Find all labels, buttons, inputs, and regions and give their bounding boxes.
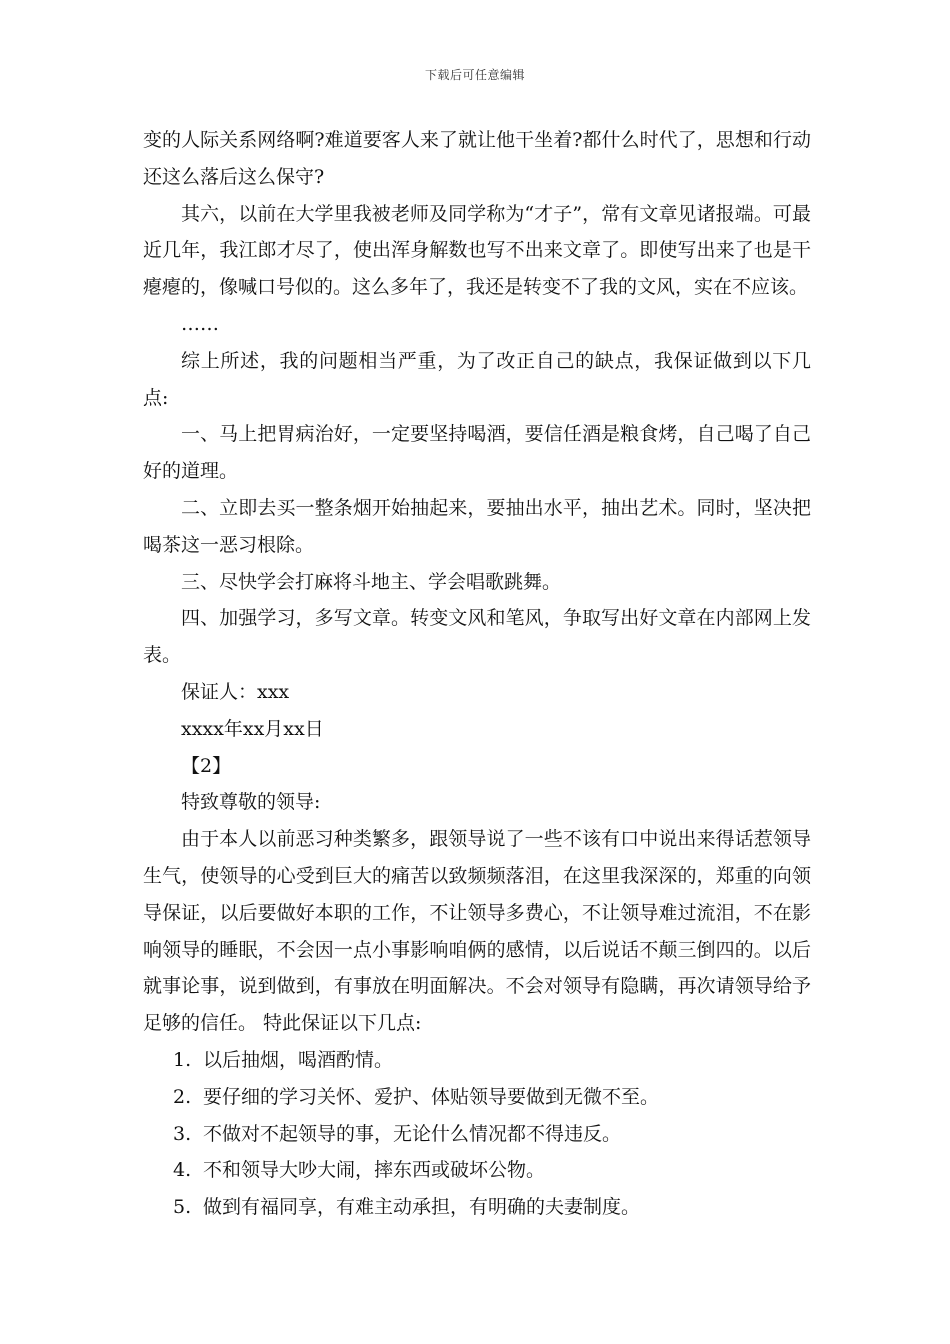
paragraph: 变的人际关系网络啊?难道要客人来了就让他干坐着?都什么时代了，思想和行动还这么落后这么保守? xyxy=(143,129,811,188)
list-text: 要仔细的学习关怀、爱护、体贴领导要做到无微不至。 xyxy=(203,1085,660,1108)
numbered-list-item xyxy=(143,1042,811,1079)
pledge-item: 四、加强学习，多写文章。转变文风和笔风，争取写出好文章在内部网上发表。 xyxy=(143,607,811,667)
list-text: 做到有福同享，有难主动承担，有明确的夫妻制度。 xyxy=(203,1196,641,1219)
page-header: 下载后可任意编辑 xyxy=(424,68,525,82)
list-number: 1. xyxy=(173,1048,192,1071)
ellipsis-line: …… xyxy=(181,312,219,335)
list-text: 不和领导大吵大闹，摔东西或破坏公物。 xyxy=(203,1159,546,1182)
list-number: 5. xyxy=(173,1196,192,1219)
signature-line: 保证人：xxx xyxy=(181,680,290,703)
document-body xyxy=(143,122,811,1226)
numbered-list-item xyxy=(143,1189,811,1226)
pledge-item: 一、马上把胃病治好，一定要坚持喝酒，要信任酒是粮食烤，自己喝了自己好的道理。 xyxy=(143,423,811,483)
list-number: 2. xyxy=(173,1085,192,1108)
list-number: 3. xyxy=(173,1122,192,1145)
list-text: 以后抽烟，喝酒酌情。 xyxy=(203,1048,394,1071)
list-text: 不做对不起领导的事，无论什么情况都不得违反。 xyxy=(203,1122,622,1145)
paragraph: 其六，以前在大学里我被老师及同学称为“才子”，常有文章见诸报端。可最近几年，我江郎才尽了，使出浑身解数也写不出来文章了。即使写出来了也是干瘪瘪的，像喊口号似的。这么多年了，我还是转变不了我的文风，实在不应该。 xyxy=(143,202,811,299)
numbered-list-item xyxy=(143,1152,811,1189)
numbered-list-item xyxy=(143,1079,811,1116)
section-marker: 【2】 xyxy=(181,754,232,777)
numbered-list-item xyxy=(143,1116,811,1153)
pledge-item: 二、立即去买一整条烟开始抽起来，要抽出水平，抽出艺术。同时，坚决把喝茶这一恶习根除。 xyxy=(143,496,811,556)
paragraph: 由于本人以前恶习种类繁多，跟领导说了一些不该有口中说出来得话惹领导生气，使领导的心受到巨大的痛苦以致频频落泪，在这里我深深的，郑重的向领导保证，以后要做好本职的工作，不让领导多费心，不让领导难过流泪，不在影响领导的睡眠，不会因一点小事影响咱俩的感情，以后说话不颠三倒四的。以后就事论事，说到做到，有事放在明面解决。不会对领导有隐瞒，再次请领导给予足够的信任。 特此保证以下几点: xyxy=(143,828,811,1035)
paragraph: 综上所述，我的问题相当严重，为了改正自己的缺点，我保证做到以下几点: xyxy=(143,349,811,409)
pledge-item: 三、尽快学会打麻将斗地主、学会唱歌跳舞。 xyxy=(181,570,562,593)
date-line: xxxx年xx月xx日 xyxy=(181,717,324,740)
salutation: 特致尊敬的领导: xyxy=(181,791,321,814)
list-number: 4. xyxy=(173,1159,192,1182)
